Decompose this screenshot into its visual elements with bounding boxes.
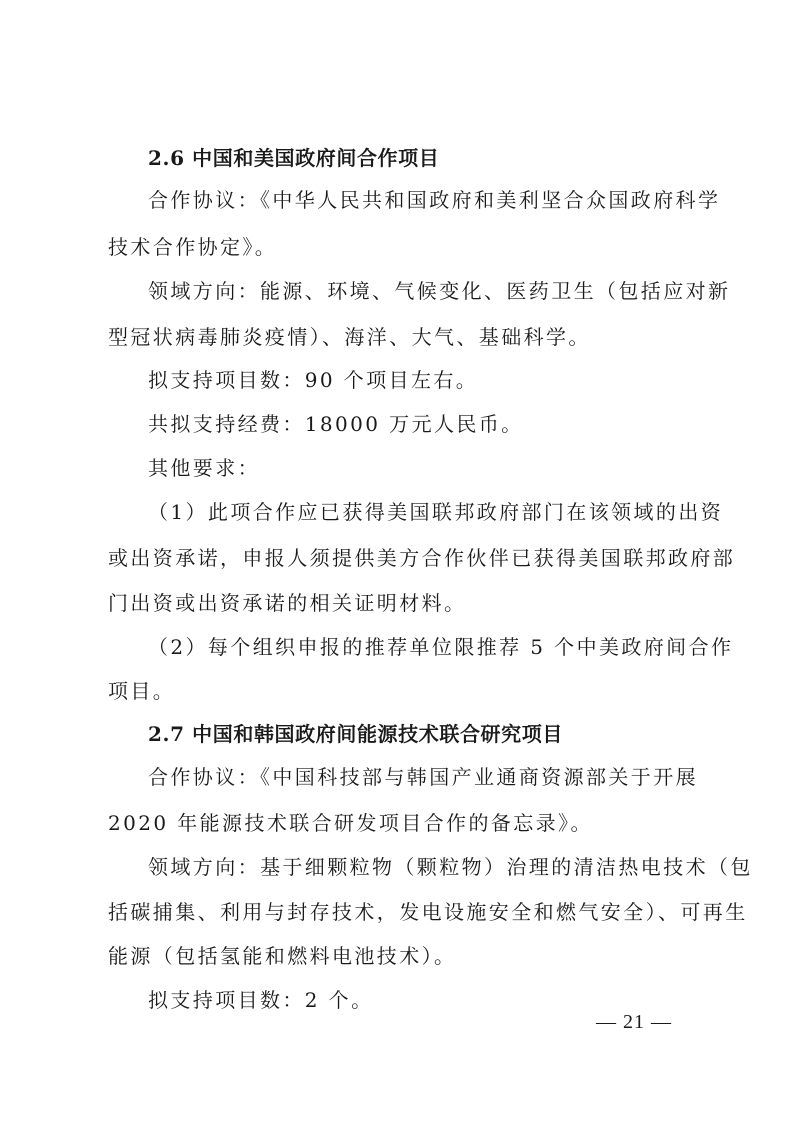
s26-requirement-1-line-3: 门出资或出资承诺的相关证明材料。 — [108, 591, 467, 615]
s26-agreement-line-2: 技术合作协定》。 — [108, 235, 278, 259]
s27-fields-line-3: 能源（包括氢能和燃料电池技术）。 — [108, 944, 457, 968]
page-number: — 21 — — [596, 1011, 672, 1033]
s26-fields-line-2: 型冠状病毒肺炎疫情）、海洋、大气、基础科学。 — [108, 325, 591, 349]
s27-agreement-line-1: 合作协议：《中国科技部与韩国产业通商资源部关于开展 — [148, 765, 698, 789]
s26-requirement-1-line-1: （1）此项合作应已获得美国联邦政府部门在该领域的出资 — [148, 500, 724, 524]
s27-project-count: 拟支持项目数：2 个。 — [148, 988, 374, 1012]
section-2-6-heading: 2.6 中国和美国政府间合作项目 — [148, 146, 440, 170]
s26-fields-line-1: 领域方向：能源、环境、气候变化、医药卫生（包括应对新 — [148, 279, 731, 303]
s26-agreement-line-1: 合作协议：《中华人民共和国政府和美利坚合众国政府科学 — [148, 188, 721, 212]
s26-requirement-2-line-2: 项目。 — [108, 679, 176, 703]
s26-other-requirements-label: 其他要求： — [148, 456, 260, 480]
s27-fields-line-2: 括碳捕集、利用与封存技术，发电设施安全和燃气安全）、可再生 — [108, 900, 748, 924]
s26-requirement-2-line-1: （2）每个组织申报的推荐单位限推荐 5 个中美政府间合作 — [148, 635, 734, 659]
s26-funding: 共拟支持经费：18000 万元人民币。 — [148, 412, 524, 436]
s27-agreement-line-2: 2020 年能源技术联合研发项目合作的备忘录》。 — [108, 811, 593, 835]
s26-requirement-1-line-2: 或出资承诺，申报人须提供美方合作伙伴已获得美国联邦政府部 — [108, 546, 736, 570]
s26-project-count: 拟支持项目数：90 个项目左右。 — [148, 368, 479, 392]
s27-fields-line-1: 领域方向：基于细颗粒物（颗粒物）治理的清洁热电技术（包 — [148, 855, 753, 879]
section-2-7-heading: 2.7 中国和韩国政府间能源技术联合研究项目 — [148, 722, 563, 746]
